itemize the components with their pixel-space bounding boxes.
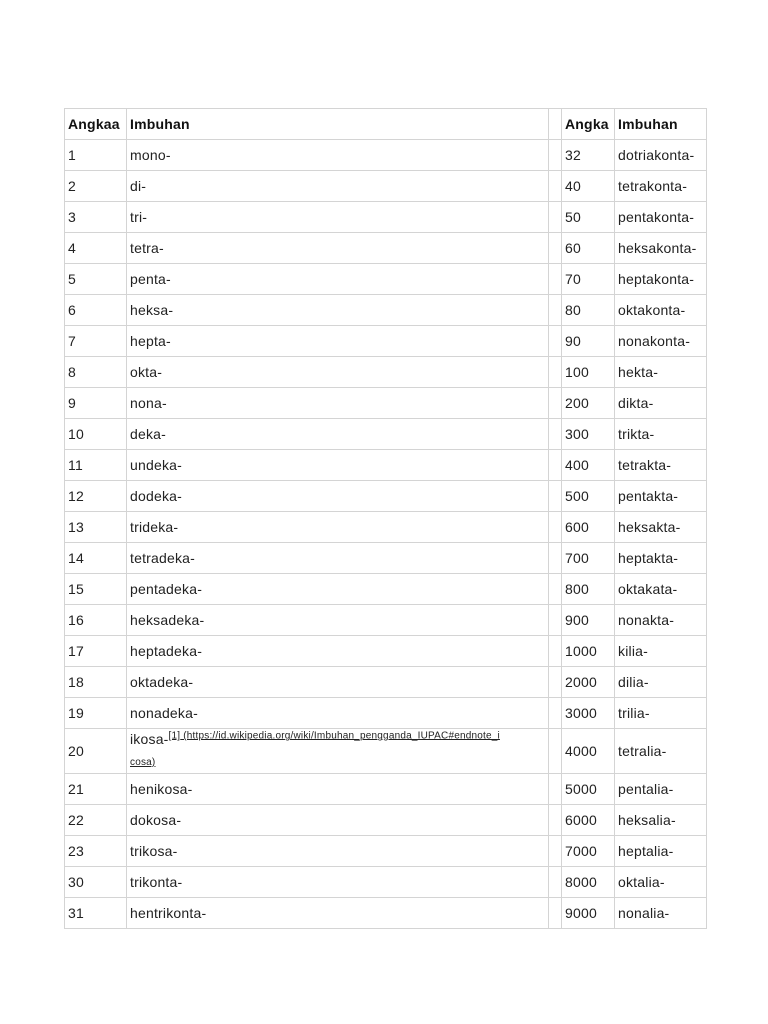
prefix-cell: trikosa- bbox=[127, 836, 549, 867]
column-gap bbox=[549, 574, 562, 605]
table-row bbox=[65, 867, 707, 898]
number-cell: 600 bbox=[562, 512, 615, 543]
number-cell: 13 bbox=[65, 512, 127, 543]
table-row bbox=[65, 388, 707, 419]
number-cell: 19 bbox=[65, 698, 127, 729]
number-cell: 23 bbox=[65, 836, 127, 867]
number-cell: 4000 bbox=[562, 729, 615, 774]
table-header-row bbox=[65, 109, 707, 140]
number-cell: 11 bbox=[65, 450, 127, 481]
prefix-cell: oktadeka- bbox=[127, 667, 549, 698]
number-cell: 12 bbox=[65, 481, 127, 512]
number-cell: 9 bbox=[65, 388, 127, 419]
column-gap bbox=[549, 636, 562, 667]
prefix-cell: tetradeka- bbox=[127, 543, 549, 574]
prefix-cell: heksadeka- bbox=[127, 605, 549, 636]
prefix-cell: oktalia- bbox=[615, 867, 707, 898]
prefix-cell: oktakata- bbox=[615, 574, 707, 605]
number-cell: 10 bbox=[65, 419, 127, 450]
table-row bbox=[65, 774, 707, 805]
number-cell: 14 bbox=[65, 543, 127, 574]
number-cell: 31 bbox=[65, 898, 127, 929]
table-row bbox=[65, 698, 707, 729]
number-cell: 70 bbox=[562, 264, 615, 295]
number-cell: 7 bbox=[65, 326, 127, 357]
prefix-cell: di- bbox=[127, 171, 549, 202]
table-row bbox=[65, 636, 707, 667]
number-cell: 20 bbox=[65, 729, 127, 774]
column-gap bbox=[549, 774, 562, 805]
prefix-cell: pentalia- bbox=[615, 774, 707, 805]
column-gap bbox=[549, 202, 562, 233]
table-row bbox=[65, 729, 707, 774]
prefix-cell: heksalia- bbox=[615, 805, 707, 836]
table-row bbox=[65, 605, 707, 636]
header-right-prefix: Imbuhan bbox=[615, 109, 707, 140]
number-cell: 2 bbox=[65, 171, 127, 202]
prefix-text: ikosa- bbox=[130, 731, 169, 747]
number-cell: 50 bbox=[562, 202, 615, 233]
column-gap bbox=[549, 264, 562, 295]
number-cell: 18 bbox=[65, 667, 127, 698]
number-cell: 3 bbox=[65, 202, 127, 233]
number-cell: 60 bbox=[562, 233, 615, 264]
prefix-cell: undeka- bbox=[127, 450, 549, 481]
column-gap bbox=[549, 326, 562, 357]
number-cell: 6 bbox=[65, 295, 127, 326]
prefix-cell: hentrikonta- bbox=[127, 898, 549, 929]
column-gap bbox=[549, 512, 562, 543]
column-gap bbox=[549, 233, 562, 264]
number-cell: 17 bbox=[65, 636, 127, 667]
number-cell: 90 bbox=[562, 326, 615, 357]
prefix-cell: dodeka- bbox=[127, 481, 549, 512]
table-row bbox=[65, 295, 707, 326]
column-gap bbox=[549, 140, 562, 171]
table-row bbox=[65, 667, 707, 698]
number-cell: 800 bbox=[562, 574, 615, 605]
column-gap bbox=[549, 898, 562, 929]
prefix-cell: tri- bbox=[127, 202, 549, 233]
prefix-cell: heptakonta- bbox=[615, 264, 707, 295]
prefix-cell: tetrakta- bbox=[615, 450, 707, 481]
prefix-cell: trideka- bbox=[127, 512, 549, 543]
prefix-cell: trikonta- bbox=[127, 867, 549, 898]
table-row bbox=[65, 836, 707, 867]
prefix-cell: dokosa- bbox=[127, 805, 549, 836]
header-right-number: Angka bbox=[562, 109, 615, 140]
table-row bbox=[65, 543, 707, 574]
prefix-cell: nonakonta- bbox=[615, 326, 707, 357]
prefix-cell: trikta- bbox=[615, 419, 707, 450]
prefix-cell: deka- bbox=[127, 419, 549, 450]
number-cell: 22 bbox=[65, 805, 127, 836]
column-gap bbox=[549, 836, 562, 867]
number-cell: 7000 bbox=[562, 836, 615, 867]
table-body bbox=[65, 140, 707, 929]
column-gap bbox=[549, 388, 562, 419]
number-cell: 5 bbox=[65, 264, 127, 295]
number-cell: 21 bbox=[65, 774, 127, 805]
prefix-cell: mono- bbox=[127, 140, 549, 171]
prefix-cell: tetra- bbox=[127, 233, 549, 264]
prefix-cell: nonakta- bbox=[615, 605, 707, 636]
prefix-cell: penta- bbox=[127, 264, 549, 295]
prefix-cell: heksakta- bbox=[615, 512, 707, 543]
header-left-number: Angkaa bbox=[65, 109, 127, 140]
table-row bbox=[65, 357, 707, 388]
column-gap bbox=[549, 605, 562, 636]
column-gap bbox=[549, 450, 562, 481]
number-cell: 4 bbox=[65, 233, 127, 264]
number-cell: 500 bbox=[562, 481, 615, 512]
number-cell: 1 bbox=[65, 140, 127, 171]
number-cell: 15 bbox=[65, 574, 127, 605]
prefix-cell: trilia- bbox=[615, 698, 707, 729]
number-cell: 700 bbox=[562, 543, 615, 574]
number-cell: 80 bbox=[562, 295, 615, 326]
prefix-cell: tetrakonta- bbox=[615, 171, 707, 202]
prefix-cell: heptalia- bbox=[615, 836, 707, 867]
table-row bbox=[65, 202, 707, 233]
number-cell: 900 bbox=[562, 605, 615, 636]
table-row bbox=[65, 419, 707, 450]
number-cell: 100 bbox=[562, 357, 615, 388]
iupac-prefix-table bbox=[64, 108, 707, 929]
table-row bbox=[65, 512, 707, 543]
column-gap bbox=[549, 171, 562, 202]
number-cell: 6000 bbox=[562, 805, 615, 836]
table-row bbox=[65, 233, 707, 264]
column-gap bbox=[549, 729, 562, 774]
column-gap bbox=[549, 295, 562, 326]
table-row bbox=[65, 264, 707, 295]
prefix-cell: nonalia- bbox=[615, 898, 707, 929]
table-row bbox=[65, 805, 707, 836]
prefix-cell: nona- bbox=[127, 388, 549, 419]
prefix-cell: dotriakonta- bbox=[615, 140, 707, 171]
prefix-cell: heptadeka- bbox=[127, 636, 549, 667]
number-cell: 1000 bbox=[562, 636, 615, 667]
prefix-cell: heksa- bbox=[127, 295, 549, 326]
prefix-cell: pentadeka- bbox=[127, 574, 549, 605]
table-row bbox=[65, 140, 707, 171]
column-gap bbox=[549, 667, 562, 698]
prefix-cell: pentakta- bbox=[615, 481, 707, 512]
number-cell: 5000 bbox=[562, 774, 615, 805]
prefix-cell bbox=[127, 729, 549, 774]
column-gap bbox=[549, 867, 562, 898]
table-row bbox=[65, 481, 707, 512]
number-cell: 16 bbox=[65, 605, 127, 636]
number-cell: 40 bbox=[562, 171, 615, 202]
number-cell: 200 bbox=[562, 388, 615, 419]
number-cell: 400 bbox=[562, 450, 615, 481]
number-cell: 3000 bbox=[562, 698, 615, 729]
footnote-url-continued[interactable]: cosa) bbox=[130, 757, 156, 768]
column-gap bbox=[549, 698, 562, 729]
footnote-url[interactable]: (https://id.wikipedia.org/wiki/Imbuhan_pengganda_IUPAC#endnote_i bbox=[180, 730, 500, 742]
column-gap bbox=[549, 481, 562, 512]
table-row bbox=[65, 574, 707, 605]
prefix-cell: hepta- bbox=[127, 326, 549, 357]
prefix-cell: okta- bbox=[127, 357, 549, 388]
column-gap bbox=[549, 357, 562, 388]
column-gap bbox=[549, 543, 562, 574]
number-cell: 32 bbox=[562, 140, 615, 171]
number-cell: 8000 bbox=[562, 867, 615, 898]
column-gap bbox=[549, 109, 562, 140]
prefix-cell: dikta- bbox=[615, 388, 707, 419]
number-cell: 30 bbox=[65, 867, 127, 898]
prefix-cell: oktakonta- bbox=[615, 295, 707, 326]
prefix-cell: heptakta- bbox=[615, 543, 707, 574]
column-gap bbox=[549, 805, 562, 836]
number-cell: 8 bbox=[65, 357, 127, 388]
prefix-cell: heksakonta- bbox=[615, 233, 707, 264]
table-row bbox=[65, 450, 707, 481]
prefix-cell: pentakonta- bbox=[615, 202, 707, 233]
footnote-ref[interactable]: [1] bbox=[168, 730, 181, 742]
header-left-prefix: Imbuhan bbox=[127, 109, 549, 140]
table-row bbox=[65, 326, 707, 357]
table-row bbox=[65, 171, 707, 202]
prefix-cell: tetralia- bbox=[615, 729, 707, 774]
column-gap bbox=[549, 419, 562, 450]
number-cell: 9000 bbox=[562, 898, 615, 929]
footnote-link[interactable] bbox=[169, 730, 500, 741]
prefix-cell: dilia- bbox=[615, 667, 707, 698]
prefix-cell: henikosa- bbox=[127, 774, 549, 805]
number-cell: 300 bbox=[562, 419, 615, 450]
prefix-cell: kilia- bbox=[615, 636, 707, 667]
prefix-cell: hekta- bbox=[615, 357, 707, 388]
prefix-cell: nonadeka- bbox=[127, 698, 549, 729]
number-cell: 2000 bbox=[562, 667, 615, 698]
table-row bbox=[65, 898, 707, 929]
